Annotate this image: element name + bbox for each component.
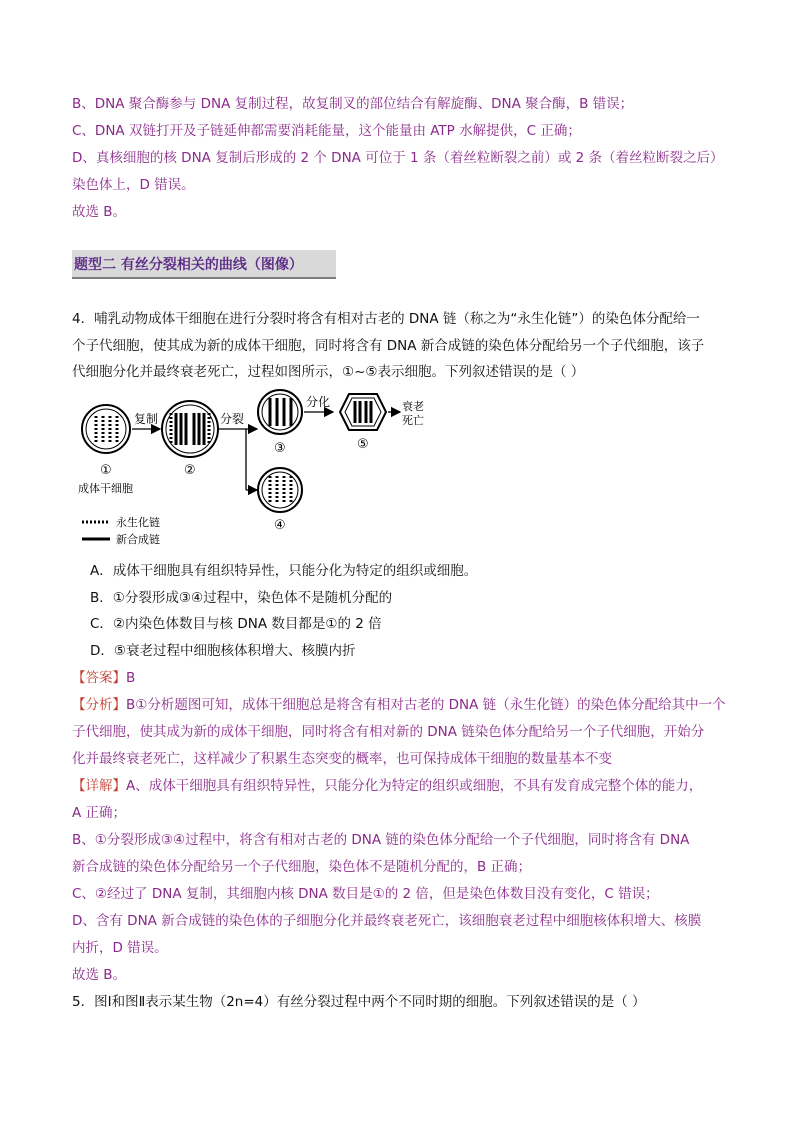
cell-5-label: ⑤ — [357, 437, 369, 452]
q4-stem-2: 个子代细胞，使其成为新的成体干细胞，同时将含有 DNA 新合成链的染色体分配给另一个子代细胞，该子 — [72, 338, 705, 354]
cell-3-label: ③ — [274, 441, 286, 456]
label-aging: 衰老 — [402, 400, 424, 413]
answer-value: B — [126, 670, 136, 686]
section-header — [72, 250, 336, 277]
cell-5 — [340, 394, 386, 430]
prev-explanation-b: B、DNA 聚合酶参与 DNA 复制过程，故复制叉的部位结合有解旋酶、DNA 聚合酶，B 错误； — [72, 96, 634, 112]
q4-option-c: C．②内染色体数目与核 DNA 数目都是①的 2 倍 — [90, 616, 382, 632]
cell-4 — [258, 468, 302, 512]
legend-dotted-label: 永生化链 — [116, 516, 160, 529]
analysis-text-1: B①分析题图可知，成体干细胞总是将含有相对古老的 DNA 链（永生化链）的染色体分配给其中一个 — [126, 697, 726, 713]
cell-1-name: 成体干细胞 — [78, 482, 133, 495]
detail-tag: 【详解】 — [72, 778, 126, 794]
stem-cell-figure — [78, 386, 448, 548]
q4-detail-b1: B、①分裂形成③④过程中，将含有相对古老的 DNA 链的染色体分配给一个子代细胞，同时将含有 DNA — [72, 832, 690, 848]
q4-detail-a1 — [72, 776, 702, 796]
cell-1-label: ① — [100, 463, 112, 478]
q4-stem-3: 代细胞分化并最终衰老死亡，过程如图所示，①~⑤表示细胞。下列叙述错误的是（ ） — [72, 364, 585, 380]
q4-option-b: B．①分裂形成③④过程中，染色体不是随机分配的 — [90, 590, 393, 606]
q4-option-d: D．⑤衰老过程中细胞核体积增大、核膜内折 — [90, 643, 356, 659]
q4-choose: 故选 B。 — [72, 967, 127, 983]
cell-2 — [162, 401, 218, 457]
q4-detail-d1: D、含有 DNA 新合成链的染色体的子细胞分化并最终衰老死亡，该细胞衰老过程中细胞核体积增大、核膜 — [72, 913, 702, 929]
cell-1 — [82, 405, 130, 453]
q5-stem: 5．图Ⅰ和图Ⅱ表示某生物（2n=4）有丝分裂过程中两个不同时期的细胞。下列叙述错误的是（ ） — [72, 994, 646, 1010]
q4-analysis-2: 子代细胞，使其成为新的成体干细胞，同时将含有相对新的 DNA 链染色体分配给另一个子代细胞，开始分 — [72, 724, 705, 740]
detail-a-text: A、成体干细胞具有组织特异性，只能分化为特定的组织或细胞，不具有发育成完整个体的能力， — [126, 778, 703, 794]
q4-detail-a2: A 正确； — [72, 805, 127, 821]
q4-option-a: A．成体干细胞具有组织特异性，只能分化为特定的组织或细胞。 — [90, 563, 478, 579]
analysis-tag: 【分析】 — [72, 697, 126, 713]
cell-4-label: ④ — [274, 518, 286, 533]
q4-detail-b2: 新合成链的染色体分配给另一个子代细胞，染色体不是随机分配的，B 正确； — [72, 859, 532, 875]
q4-answer — [72, 668, 135, 688]
q4-stem-1: 4．哺乳动物成体干细胞在进行分裂时将含有相对古老的 DNA 链（称之为“永生化链”）的染色体分配给一 — [72, 311, 700, 327]
prev-explanation-d2: 染色体上，D 错误。 — [72, 177, 195, 193]
prev-explanation-d1: D、真核细胞的核 DNA 复制后形成的 2 个 DNA 可位于 1 条（着丝粒断裂之前）或 2 条（着丝粒断裂之后） — [72, 150, 724, 166]
label-differentiate: 分化 — [306, 395, 331, 409]
prev-explanation-c: C、DNA 双链打开及子链延伸都需要消耗能量，这个能量由 ATP 水解提供，C 正确； — [72, 123, 581, 139]
label-divide: 分裂 — [220, 412, 245, 426]
q4-analysis-1 — [72, 695, 726, 715]
legend-solid-label: 新合成链 — [116, 533, 160, 546]
label-death: 死亡 — [402, 414, 424, 427]
q4-detail-c: C、②经过了 DNA 复制，其细胞内核 DNA 数目是①的 2 倍，但是染色体数目没有变化，C 错误； — [72, 886, 659, 902]
section-underline — [72, 277, 336, 279]
q4-analysis-3: 化并最终衰老死亡，这样减少了积累生态突变的概率，也可保持成体干细胞的数量基本不变 — [72, 751, 612, 767]
cell-3 — [258, 390, 302, 434]
answer-tag: 【答案】 — [72, 670, 126, 686]
section-title: 题型二 有丝分裂相关的曲线（图像） — [74, 257, 303, 273]
label-copy: 复制 — [134, 412, 159, 426]
q4-detail-d2: 内折，D 错误。 — [72, 940, 168, 956]
prev-choose: 故选 B。 — [72, 204, 127, 220]
cell-2-label: ② — [184, 463, 196, 478]
